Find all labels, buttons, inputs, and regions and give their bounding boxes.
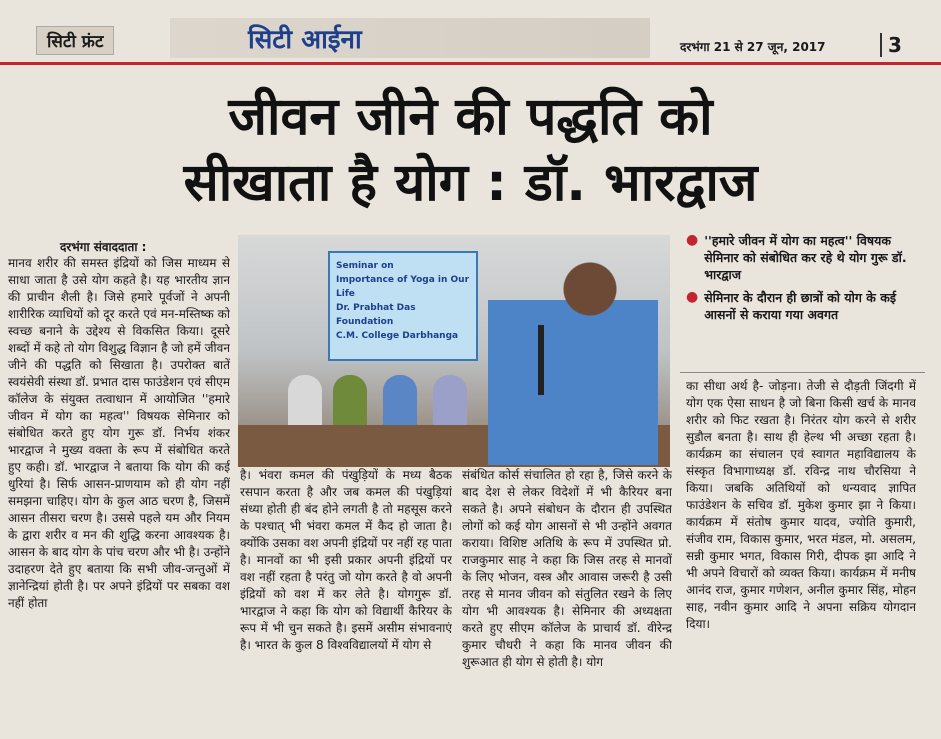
- highlight-text: ''हमारे जीवन में योग का महत्व'' विषयक सेमिनार को संबोधित कर रहे थे योग गुरू डॉ. भारद्वाज: [704, 233, 907, 282]
- banner-line: C.M. College Darbhanga: [336, 331, 459, 341]
- highlight-text: सेमिनार के दौरान ही छात्रों को योग के कई आसनों से कराया गया अवगत: [704, 290, 896, 322]
- speaker-figure: [488, 245, 658, 465]
- masthead-background: [170, 18, 650, 58]
- page-number: 3: [880, 33, 902, 57]
- column-1-text: मानव शरीर की समस्त इंद्रियों को जिस माध्यम से साधा जाता है उसे योग कहते है। यह भारतीय ज्ञान की प्राचीन शैली है। जिसे हमारे पूर्वजों ने अपनी शारीरिक व्याधियों को दूर करते एवं मन-मस्तिष्क को स्वच्छ बनाने के उद्देश्य से विकसित किया। दूसरे शब्दों में कहे तो योग विशुद्ध विज्ञान है जो हमें जीवन जीने की पद्धति को सिखाता है। उपरोक्त बातें स्वयंसेवी संस्था डॉ. प्रभात दास फाउंडेशन एवं सीएम कॉलेज के संयुक्त तत्वाधान में आयोजित ''हमारे जीवन में योग का महत्व'' विषयक सेमिनार को संबोधित करते हुए योग गुरू डॉ. निर्भय शंकर भारद्वाज ने मुख्य वक्ता के रूप में संबोधित करते हुए कही। डॉ. भारद्वाज ने बताया कि योग की कई धुरियां है। सिर्फ आसन-प्राणयाम को ही योग नहीं समझना चाहिए। योग के कुल आठ चरण है, जिसमें आसन तीसरा चरण है। उससे पहले यम और नियम के द्वारा शरीर व मन की शुद्धि करना आवश्यक है। आसन के बाद योग के पांच चरण और भी है। उन्होंने उदाहरण देते हुए बताया कि सभी जीव-जन्तुओं में ज्ञानेन्द्रियां होती है। पर अपने इंद्रियों पर सबका वश नहीं होता: [8, 256, 230, 610]
- headline-line-1: जीवन जीने की पद्धति को: [228, 87, 713, 147]
- headline-line-2: सीखाता है योग : डॉ. भारद्वाज: [183, 153, 758, 213]
- column-3-text: संबंधित कोर्स संचालित हो रहा है, जिसे करने के बाद देश से लेकर विदेशों में भी कैरियर बना सकते है। अपने संबोधन के दौरान ही उपस्थित लोगों को कई योग आसनों से भी उन्होंने अवगत कराया। विशिष्ट अतिथि के रूप में उपस्थित प्रो. राजकुमार साह ने कहा कि जिस तरह से मानवों के लिए भोजन, वस्त्र और आवास जरूरी है उसी तरह से मानव जीवन को संतुलित रखने के लिए योग भी आवश्यक है। सेमिनार की अध्यक्षता करते हुए सीएम कॉलेज के प्राचार्य डॉ. वीरेन्द्र कुमार चौधरी ने कहा कि मानव जीवन की शुरूआत ही योग से होती है। योग: [462, 468, 672, 669]
- bullet-icon: ●: [686, 289, 699, 305]
- column-2-text: है। भंवरा कमल की पंखुड़ियों के मध्य बैठक रसपान करता है और जब कमल की पंखुड़ियां संध्या होती ही बंद होने लगती है तो महसूस करने के पश्चात् भी भंवरा कमल में कैद हो जाता है। क्योंकि उसका वश अपनी इंद्रियों पर नहीं रह पाता है। मानवों का भी इसी प्रकार अपनी इंद्रियों पर वश नहीं रहता है परंतु जो योग करते है वो अपनी इंद्रियों को वश में कर लेते है। योगगुरू डॉ. भारद्वाज ने कहा कि योग को विद्यार्थी कैरियर के रूप में भी चुन सकते है। इसमें असीम संभावनाएं है। भारत के कुल 8 विश्वविद्यालयों में योग से: [240, 468, 452, 652]
- highlight-box: [686, 232, 922, 329]
- banner-line: Dr. Prabhat Das Foundation: [336, 303, 416, 327]
- article-column-1: [8, 255, 230, 735]
- event-photo: [238, 235, 670, 467]
- article-column-2: [240, 467, 452, 737]
- highlight-bullet-2: [686, 289, 922, 323]
- banner-line: Importance of Yoga in Our Life: [336, 275, 470, 299]
- dateline: दरभंगा 21 से 27 जून, 2017: [680, 40, 826, 54]
- column-divider: [680, 372, 925, 373]
- seminar-banner: [328, 251, 478, 361]
- article-column-4: [686, 378, 916, 738]
- microphone-icon: [538, 325, 544, 395]
- newspaper-header: [0, 0, 941, 66]
- bullet-icon: ●: [686, 232, 699, 248]
- byline: दरभंगा संवाददाता :: [60, 240, 147, 254]
- banner-line: Seminar on: [336, 261, 394, 271]
- masthead-title: सिटी आईना: [248, 25, 362, 55]
- header-rule: [0, 62, 941, 65]
- column-4-text: का सीधा अर्थ है- जोड़ना। तेजी से दौड़ती जिंदगी में योग एक ऐसा साधन है जो बिना किसी खर्च के मानव शरीर को फिट रखता है। निरंतर योग करने से शरीर सुडौल बनता है। साथ ही हेल्थ भी अच्छा रहता है। कार्यक्रम का संचालन एवं स्वागत महाविद्यालय के संस्कृत विभागाध्यक्ष डॉ. रविन्द्र नाथ चौरसिया ने किया। जबकि अतिथियों को धन्यवाद ज्ञापित फाउंडेशन के सचिव डॉ. मुकेश कुमार झा ने किया। कार्यक्रम में संतोष कुमार यादव, ज्योति कुमारी, संजीव राम, विकास कुमार, भरत मंडल, मो. असलम, सन्नी कुमार भगत, विकास गिरी, दीपक झा आदि ने भी अपने विचारों को व्यक्त किया। कार्यक्रम में मनीष आनंद राज, कुमार गणेशन, अनील कुमार सिंह, मोहन साह, नवीन कुमार आदि ने अपना सक्रिय योगदान दिया।: [686, 379, 916, 631]
- highlight-bullet-1: [686, 232, 922, 283]
- section-tag: सिटी फ्रंट: [36, 26, 114, 55]
- article-column-3: [462, 467, 672, 737]
